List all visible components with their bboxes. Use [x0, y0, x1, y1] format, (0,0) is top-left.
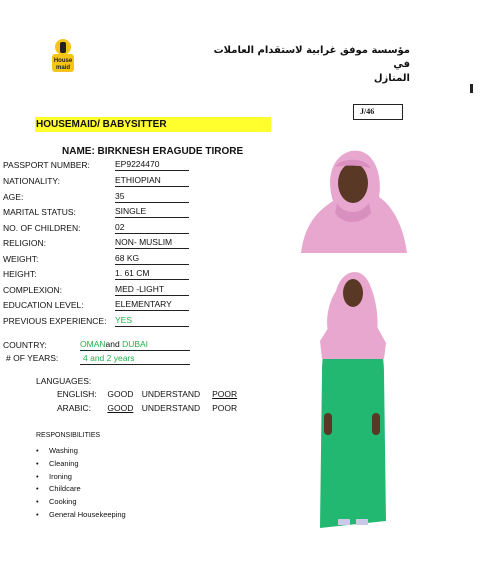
language-name: ARABIC: [57, 403, 92, 413]
job-title-banner: HOUSEMAID/ BABYSITTER [35, 117, 271, 132]
candidate-name: NAME: BIRKNESH ERAGUDE TIRORE [62, 146, 244, 157]
label-education: EDUCATION LEVEL: [3, 300, 84, 310]
value-country [80, 338, 190, 351]
label-nationality: NATIONALITY: [3, 176, 60, 186]
languages-header: LANGUAGES: [36, 376, 92, 386]
country-joiner: and [105, 339, 120, 349]
label-complexion: COMPLEXION: [3, 285, 63, 295]
level-good-selected: GOOD [107, 403, 134, 413]
value-weight: 68 KG [115, 252, 189, 265]
logo-text-maid: maid [55, 65, 71, 71]
list-item: • Washing [36, 445, 126, 458]
label-passport: PASSPORT NUMBER: [3, 160, 90, 170]
value-complexion: MED -LIGHT [115, 283, 189, 296]
responsibilities-list [36, 445, 126, 522]
list-item: • Cleaning [36, 458, 126, 471]
value-age: 35 [115, 190, 189, 203]
value-experience: YES [115, 314, 189, 327]
list-item: • Cooking [36, 496, 126, 509]
value-marital-status: SINGLE [115, 205, 189, 218]
page-mark [470, 84, 473, 93]
reference-code-box: J/46 [353, 104, 403, 120]
label-weight: WEIGHT: [3, 254, 39, 264]
level-understand: UNDERSTAND [141, 403, 201, 413]
label-children: NO. OF CHILDREN: [3, 223, 81, 233]
label-years: # OF YEARS: [6, 353, 59, 363]
label-country: COUNTRY: [3, 340, 47, 350]
value-height: 1. 61 CM [115, 267, 189, 280]
level-good: GOOD [107, 389, 134, 399]
value-children: 02 [115, 221, 189, 234]
label-experience: PREVIOUS EXPERIENCE: [3, 316, 107, 326]
company-logo [50, 38, 76, 76]
label-religion: RELIGION: [3, 238, 46, 248]
logo-text-house: House [53, 58, 73, 64]
language-name: ENGLISH: [57, 389, 97, 399]
level-understand: UNDERSTAND [141, 389, 201, 399]
value-nationality: ETHIOPIAN [115, 174, 189, 187]
agency-name-line-2: المنازل [373, 73, 410, 84]
responsibilities-header: RESPONSIBILITIES [36, 432, 101, 439]
language-row-english [57, 389, 237, 399]
list-item: • Childcare [36, 483, 126, 496]
value-education: ELEMENTARY [115, 298, 189, 311]
country-oman: OMAN [80, 339, 106, 349]
level-poor: POOR [212, 403, 238, 413]
agency-name-arabic [200, 44, 410, 86]
value-passport: EP9224470 [115, 158, 189, 171]
value-religion: NON- MUSLIM [115, 236, 189, 249]
label-age: AGE: [3, 192, 24, 202]
list-item: • Ironing [36, 471, 126, 484]
full-body-photo [316, 263, 388, 528]
list-item: • General Housekeeping [36, 509, 126, 522]
label-marital-status: MARITAL STATUS: [3, 207, 76, 217]
label-height: HEIGHT: [3, 269, 37, 279]
agency-name-line-1: مؤسسة موفق غرابية لاستقدام العاملات في [213, 45, 410, 70]
level-poor-selected: POOR [212, 389, 238, 399]
portrait-photo [291, 143, 410, 253]
country-dubai: DUBAI [122, 339, 149, 349]
language-row-arabic [57, 403, 237, 413]
value-years: 4 and 2 years [80, 352, 190, 365]
